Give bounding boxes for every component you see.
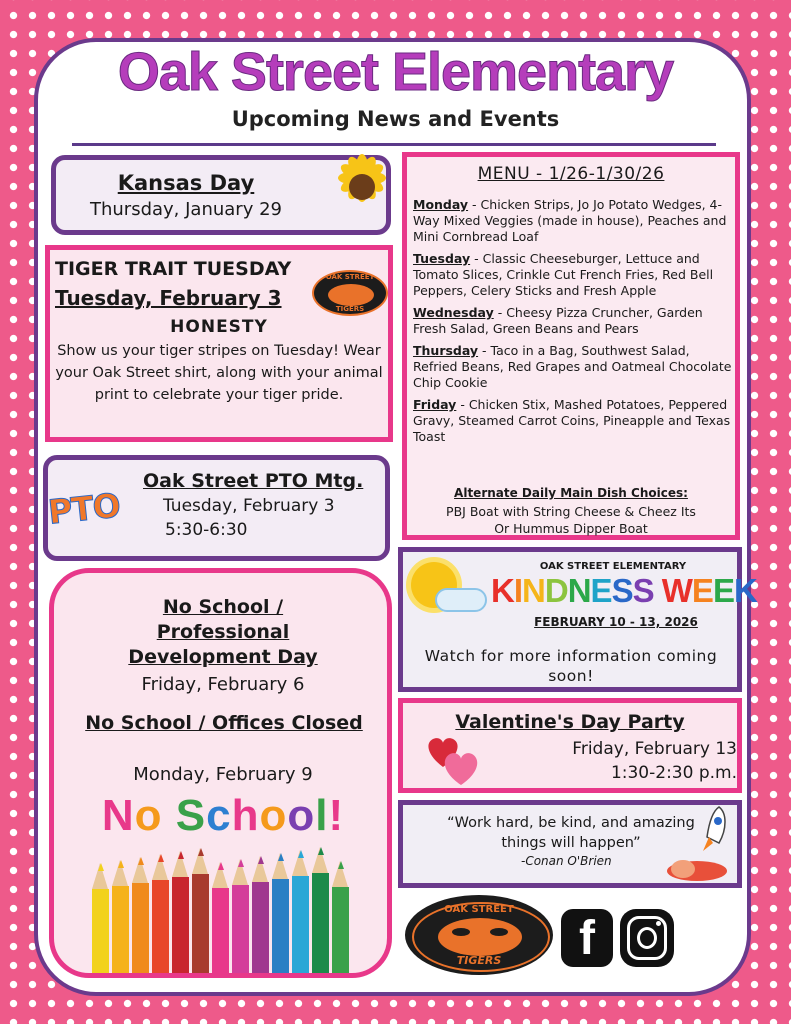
pencil <box>92 889 109 973</box>
graphic-letter: S <box>632 572 654 609</box>
kindness-title <box>491 572 757 610</box>
page-title: Oak Street Elementary <box>117 42 674 102</box>
no-school-card <box>49 568 392 978</box>
graphic-letter: ! <box>328 791 345 840</box>
menu-day-2 <box>413 305 733 337</box>
pencil <box>312 873 329 973</box>
pencil <box>272 879 289 973</box>
quote-card <box>398 800 742 888</box>
tiger-logo-icon <box>312 270 388 316</box>
graphic-letter: I <box>513 572 523 609</box>
menu-day-0 <box>413 197 733 245</box>
graphic-letter <box>654 572 662 609</box>
quote-author: -Conan O'Brien <box>521 854 612 868</box>
kindness-week-card <box>398 547 757 692</box>
pencil <box>152 880 169 973</box>
graphic-letter: E <box>691 572 713 609</box>
tiger-trait-card <box>45 245 393 442</box>
page-subtitle: Upcoming News and Events <box>231 107 560 131</box>
pto-title: Oak Street PTO Mtg. <box>143 470 364 492</box>
pencil <box>292 876 309 973</box>
menu-alt-line2: Or Hummus Dipper Boat <box>494 521 648 536</box>
graphic-letter: W <box>661 572 692 609</box>
graphic-letter: o <box>259 791 288 840</box>
graphic-letter <box>163 791 176 840</box>
header-divider <box>72 143 716 146</box>
graphic-letter: E <box>712 572 734 609</box>
tiger-trait-body: Show us your tiger stripes on Tuesday! Wear your Oak Street shirt, along with your animal print to celebrate your tiger pride. <box>55 343 383 403</box>
pencil <box>112 886 129 973</box>
footer-logo-top: OAK STREET <box>444 904 514 915</box>
pencil <box>332 887 349 973</box>
pencil <box>172 877 189 973</box>
graphic-letter: N <box>567 572 591 609</box>
menu-day-name: Tuesday <box>413 251 471 266</box>
graphic-letter: E <box>590 572 612 609</box>
kansas-day-date: Thursday, January 29 <box>89 199 282 220</box>
tiger-logo-top: OAK STREET <box>325 273 375 281</box>
rocket-icon <box>657 799 741 883</box>
valentine-card <box>398 698 742 793</box>
menu-day-name: Friday <box>413 397 457 412</box>
graphic-letter: o <box>287 791 316 840</box>
menu-day-name: Thursday <box>413 343 479 358</box>
tiger-trait-name: HONESTY <box>170 317 268 337</box>
facebook-icon[interactable] <box>561 909 613 967</box>
no-school-pd-title: No School / Professional Development Day <box>128 596 318 668</box>
menu-alt-line1: PBJ Boat with String Cheese & Cheez Its <box>446 504 696 519</box>
oak-street-tigers-logo <box>405 895 553 975</box>
graphic-letter: l <box>315 791 329 840</box>
pencil <box>232 885 249 973</box>
tiger-trait-date: Tuesday, February 3 <box>55 286 282 310</box>
kindness-school: OAK STREET ELEMENTARY <box>539 561 687 572</box>
valentine-date: Friday, February 13 <box>572 739 737 759</box>
no-school-graphic-text <box>54 791 392 841</box>
pencil <box>212 888 229 973</box>
graphic-letter: D <box>544 572 568 609</box>
quote-text: “Work hard, be kind, and amazing things will happen” <box>447 815 695 851</box>
sunflower-icon <box>327 152 401 226</box>
valentine-title: Valentine's Day Party <box>455 711 685 733</box>
pto-badge: PTO <box>46 485 122 532</box>
graphic-letter: S <box>611 572 633 609</box>
menu-day-name: Monday <box>413 197 469 212</box>
menu-days <box>413 197 733 451</box>
pencil <box>192 874 209 973</box>
menu-day-separator: - <box>493 305 507 320</box>
facebook-glyph: f <box>579 912 595 965</box>
hearts-icon <box>423 733 483 789</box>
menu-title: MENU - 1/26-1/30/26 <box>477 164 665 184</box>
menu-day-items: Cheesy Pizza Cruncher, Garden Fresh Salad, Green Beans and Pears <box>413 305 703 336</box>
graphic-letter: N <box>101 791 135 840</box>
menu-card <box>402 152 740 540</box>
kindness-dates: FEBRUARY 10 - 13, 2026 <box>534 615 698 629</box>
tiger-logo-bottom: TIGERS <box>335 305 365 313</box>
graphic-letter: o <box>134 791 163 840</box>
graphic-letter: K <box>491 572 514 609</box>
tiger-trait-title: TIGER TRAIT TUESDAY <box>55 258 292 280</box>
valentine-time: 1:30-2:30 p.m. <box>610 763 737 783</box>
graphic-letter: K <box>733 572 757 609</box>
menu-day-separator: - <box>468 197 481 212</box>
menu-day-4 <box>413 397 733 445</box>
footer-logo-bottom: TIGERS <box>456 954 502 967</box>
menu-day-separator: - <box>456 397 469 412</box>
menu-day-separator: - <box>470 251 483 266</box>
graphic-letter: h <box>231 791 260 840</box>
graphic-letter: S <box>175 791 207 840</box>
menu-day-3 <box>413 343 733 391</box>
menu-alt-title: Alternate Daily Main Dish Choices: <box>454 486 688 500</box>
instagram-icon[interactable] <box>620 909 674 967</box>
graphic-letter: N <box>522 572 545 609</box>
menu-day-items: Chicken Strips, Jo Jo Potato Wedges, 4-Way Mixed Veggies (made in house), Peaches and Mini Cornbread Loaf <box>413 197 727 244</box>
pto-time: 5:30-6:30 <box>165 520 248 540</box>
pencil <box>132 883 149 973</box>
kansas-day-title: Kansas Day <box>117 171 255 195</box>
pencil <box>252 882 269 973</box>
graphic-letter: c <box>206 791 232 840</box>
pto-date: Tuesday, February 3 <box>163 496 335 516</box>
menu-day-name: Wednesday <box>413 305 494 320</box>
menu-day-items: Chicken Stix, Mashed Potatoes, Peppered Gravy, Steamed Carrot Coins, Pineapple and Texas Toast <box>413 397 731 444</box>
no-school-closed-date: Monday, February 9 <box>133 764 313 785</box>
menu-day-separator: - <box>478 343 491 358</box>
menu-day-1 <box>413 251 733 299</box>
menu-day-items: Classic Cheeseburger, Lettuce and Tomato Slices, Crinkle Cut French Fries, Red Bell Peppers, Celery Sticks and Fresh Apple <box>413 251 714 298</box>
colored-pencils-illustration <box>92 873 362 973</box>
cloud-icon <box>435 588 487 612</box>
kindness-body: Watch for more information coming soon! <box>424 647 718 685</box>
no-school-pd-date: Friday, February 6 <box>141 674 305 695</box>
menu-day-items: Taco in a Bag, Southwest Salad, Refried Beans, Red Grapes and Oatmeal Chocolate Chip Cookie <box>413 343 732 390</box>
no-school-closed-title: No School / Offices Closed <box>85 712 363 734</box>
